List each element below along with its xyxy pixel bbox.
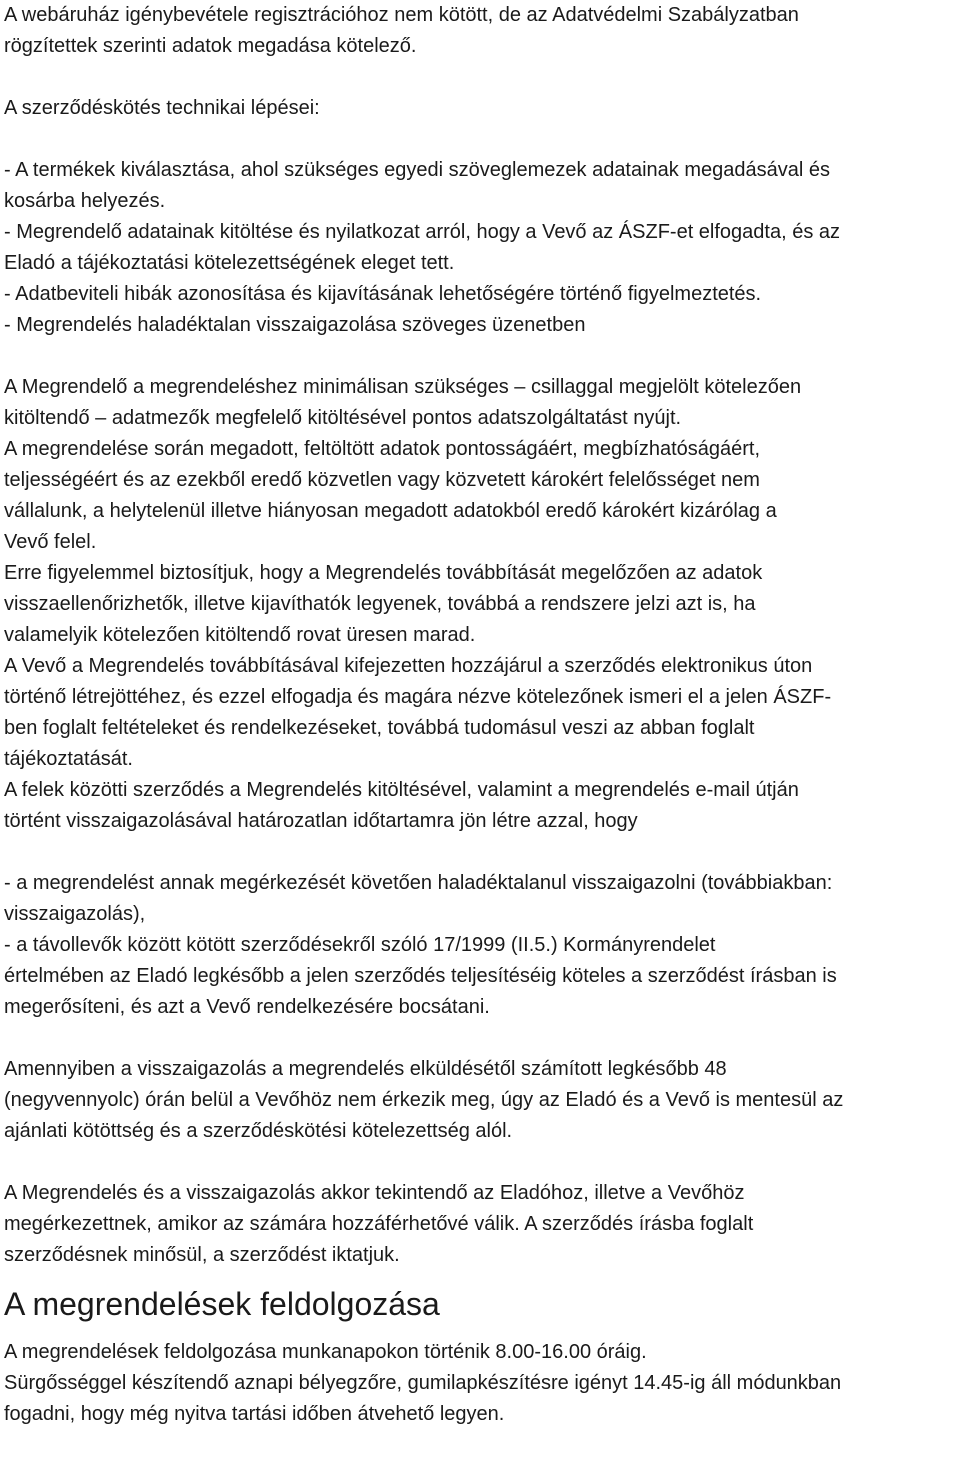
text-line: kitöltendő – adatmezők megfelelő kitöltésével pontos adatszolgáltatást nyújt.	[4, 407, 682, 429]
text-line: - a megrendelést annak megérkezését követően haladéktalanul visszaigazolni (továbbiakban:	[4, 872, 833, 894]
exemption-paragraph	[4, 1054, 956, 1147]
text-line: A megrendelések feldolgozása munkanapokon történik 8.00-16.00 óráig.	[4, 1341, 647, 1363]
text-line: tájékoztatását.	[4, 748, 133, 770]
text-line: - A termékek kiválasztása, ahol szükséges egyedi szöveglemezek adatainak megadásával és	[4, 159, 831, 181]
text-line: - a távollevők között kötött szerződésekről szóló 17/1999 (II.5.) Kormányrendelet	[4, 934, 716, 956]
paragraph-gap	[4, 1023, 956, 1054]
text-line: (negyvennyolc) órán belül a Vevőhöz nem érkezik meg, úgy az Eladó és a Vevő is mentesül az	[4, 1089, 844, 1111]
text-line: valamelyik kötelezően kitöltendő rovat üresen marad.	[4, 624, 476, 646]
text-line: értelmében az Eladó legkésőbb a jelen szerződés teljesítéséig köteles a szerződést írásban is	[4, 965, 837, 987]
text-line: - Adatbeviteli hibák azonosítása és kijavításának lehetőségére történő figyelmeztetés.	[4, 283, 762, 305]
text-line: A Megrendelés és a visszaigazolás akkor tekintendő az Eladóhoz, illetve a Vevőhöz	[4, 1182, 745, 1204]
intro-paragraph	[4, 0, 956, 62]
document-page	[4, 0, 956, 1430]
text-line: - Megrendelő adatainak kitöltése és nyilatkozat arról, hogy a Vevő az ÁSZF-et elfogadta, és az	[4, 221, 841, 243]
text-line: megérkezettnek, amikor az számára hozzáférhetővé válik. A szerződés írásba foglalt	[4, 1213, 754, 1235]
text-line: történő létrejöttéhez, és ezzel elfogadja és magára nézve kötelezőnek ismeri el a jelen ÁSZF-	[4, 686, 832, 708]
text-line: ajánlati kötöttség és a szerződéskötési kötelezettség alól.	[4, 1120, 513, 1142]
text-line: teljességéért és az ezekből eredő közvetlen vagy közvetett károkért felelősséget nem	[4, 469, 760, 491]
text-line: Eladó a tájékoztatási kötelezettségének eleget tett.	[4, 252, 455, 274]
text-line: Erre figyelemmel biztosítjuk, hogy a Megrendelés továbbítását megelőzően az adatok	[4, 562, 763, 584]
text-line: A megrendelése során megadott, feltöltött adatok pontosságáért, megbízhatóságáért,	[4, 438, 761, 460]
text-line: A Megrendelő a megrendeléshez minimálisan szükséges – csillaggal megjelölt kötelezően	[4, 376, 802, 398]
text-line: ben foglalt feltételeket és rendelkezéseket, továbbá tudomásul veszi az abban foglalt	[4, 717, 755, 739]
paragraph-gap	[4, 124, 956, 155]
text-line: A Vevő a Megrendelés továbbításával kifejezetten hozzájárul a szerződés elektronikus úton	[4, 655, 813, 677]
section-body	[4, 1337, 956, 1430]
text-line: rögzítettek szerinti adatok megadása kötelező.	[4, 35, 417, 57]
section-heading: A megrendelések feldolgozása	[4, 1286, 440, 1322]
text-line: A felek közötti szerződés a Megrendelés kitöltésével, valamint a megrendelés e-mail útján	[4, 779, 799, 801]
text-line: szerződésnek minősül, a szerződést iktatjuk.	[4, 1244, 400, 1266]
conditions-list	[4, 868, 956, 1023]
text-line: Sürgősséggel készítendő aznapi bélyegzőre, gumilapkészítésre igényt 14.45-ig áll módunkban	[4, 1372, 842, 1394]
arrival-paragraph	[4, 1178, 956, 1271]
text-line: fogadni, hogy még nyitva tartási időben átvehető legyen.	[4, 1403, 505, 1425]
paragraph-gap	[4, 837, 956, 868]
paragraph-gap	[4, 62, 956, 93]
text-line: A webáruház igénybevétele regisztrációhoz nem kötött, de az Adatvédelmi Szabályzatban	[4, 4, 799, 26]
text-line: történt visszaigazolásával határozatlan időtartamra jön létre azzal, hogy	[4, 810, 638, 832]
text-line: visszaellenőrizhetők, illetve kijavíthatók legyenek, továbbá a rendszere jelzi azt is, ha	[4, 593, 756, 615]
text-line: Amennyiben a visszaigazolás a megrendelés elküldésétől számított legkésőbb 48	[4, 1058, 727, 1080]
paragraph-gap	[4, 341, 956, 372]
steps-list	[4, 155, 956, 341]
text-line: kosárba helyezés.	[4, 190, 166, 212]
text-line: visszaigazolás),	[4, 903, 146, 925]
body-paragraphs	[4, 372, 956, 837]
text-line: vállalunk, a helytelenül illetve hiányosan megadott adatokból eredő károkért kizárólag a	[4, 500, 777, 522]
steps-title: A szerződéskötés technikai lépései:	[4, 97, 320, 119]
paragraph-gap	[4, 1147, 956, 1178]
text-line: Vevő felel.	[4, 531, 97, 553]
text-line: - Megrendelés haladéktalan visszaigazolása szöveges üzenetben	[4, 314, 586, 336]
text-line: megerősíteni, és azt a Vevő rendelkezésére bocsátani.	[4, 996, 490, 1018]
